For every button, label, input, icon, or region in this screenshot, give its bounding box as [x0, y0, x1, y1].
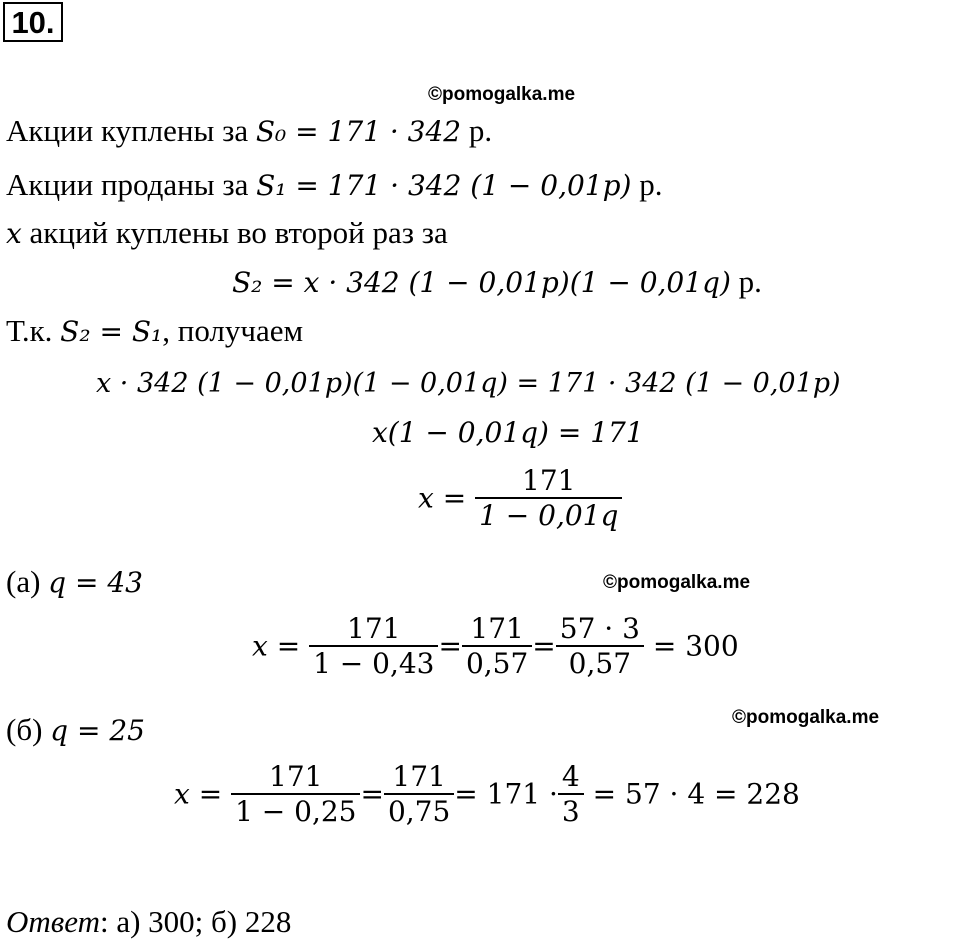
- result: = 300: [652, 629, 739, 663]
- answer-line: [6, 904, 291, 940]
- denominator: 0,57: [556, 645, 644, 680]
- formula: S₂ = x · 342 (1 − 0,01p)(1 − 0,01q): [232, 266, 731, 299]
- denominator: 1 − 0,43: [309, 645, 438, 680]
- numerator: 171: [522, 464, 576, 497]
- equals: =: [532, 629, 556, 663]
- line-s2: [232, 264, 762, 301]
- text: р.: [461, 113, 493, 148]
- formula: q = 25: [50, 714, 145, 747]
- problem-number: 10.: [3, 2, 63, 42]
- numerator: 171: [470, 612, 524, 645]
- result: = 57 · 4 = 228: [592, 777, 800, 811]
- numerator: 171: [347, 612, 401, 645]
- denominator: 1 − 0,01q: [475, 497, 622, 532]
- numerator: 171: [269, 760, 323, 793]
- text: р.: [631, 167, 663, 202]
- line-sold: [6, 167, 662, 204]
- formula: q = 43: [48, 566, 143, 599]
- watermark: ©pomogalka.me: [428, 84, 576, 105]
- denominator: 1 − 0,25: [231, 793, 360, 828]
- fraction: [556, 612, 644, 680]
- line-since: [6, 313, 303, 350]
- watermark: ©pomogalka.me: [603, 572, 751, 593]
- formula: S₀ = 171 · 342: [255, 115, 462, 148]
- numerator: 171: [392, 760, 446, 793]
- formula: S₂ = S₁: [60, 315, 163, 348]
- line-x-formula: [418, 464, 622, 532]
- line-bought: [6, 113, 492, 150]
- formula: x · 342 (1 − 0,01p)(1 − 0,01q) = 171 · 342 (1 − 0,01p): [96, 368, 841, 399]
- text: (б): [6, 712, 51, 747]
- numerator: 57 · 3: [559, 612, 640, 645]
- denominator: 0,57: [462, 645, 532, 680]
- fraction: [231, 760, 360, 828]
- answer-text: : а) 300; б) 228: [99, 904, 292, 939]
- lhs: x =: [252, 629, 301, 663]
- text: (а): [6, 564, 49, 599]
- answer-label: Ответ: [6, 904, 100, 939]
- case-b-label: [6, 712, 145, 749]
- formula: x(1 − 0,01q) = 171: [372, 416, 644, 449]
- case-a-label: [6, 564, 143, 601]
- text: , получаем: [162, 313, 304, 348]
- equals: =: [360, 777, 384, 811]
- equals: =: [438, 629, 462, 663]
- fraction: [309, 612, 438, 680]
- text: Акции куплены за: [6, 113, 256, 148]
- case-b-calc: [174, 760, 800, 828]
- fraction: [475, 464, 622, 532]
- line-equation: [96, 364, 841, 402]
- text: Т.к.: [6, 313, 61, 348]
- text: Акции проданы за: [6, 167, 257, 202]
- case-a-calc: [252, 612, 739, 680]
- lhs: x =: [174, 777, 223, 811]
- equals: = 171 ·: [454, 777, 558, 811]
- fraction: [384, 760, 454, 828]
- fraction: [462, 612, 532, 680]
- watermark: ©pomogalka.me: [732, 707, 880, 728]
- text: акций куплены во второй раз за: [21, 215, 448, 250]
- lhs: x =: [418, 481, 467, 515]
- denominator: 0,75: [384, 793, 454, 828]
- fraction: [558, 760, 584, 828]
- line-x-shares: [6, 215, 448, 252]
- formula: S₁ = 171 · 342 (1 − 0,01p): [256, 169, 632, 202]
- line-simplified: [372, 414, 644, 451]
- formula: x: [6, 217, 22, 250]
- text: р.: [730, 264, 762, 299]
- numerator: 4: [561, 760, 580, 793]
- denominator: 3: [558, 793, 584, 828]
